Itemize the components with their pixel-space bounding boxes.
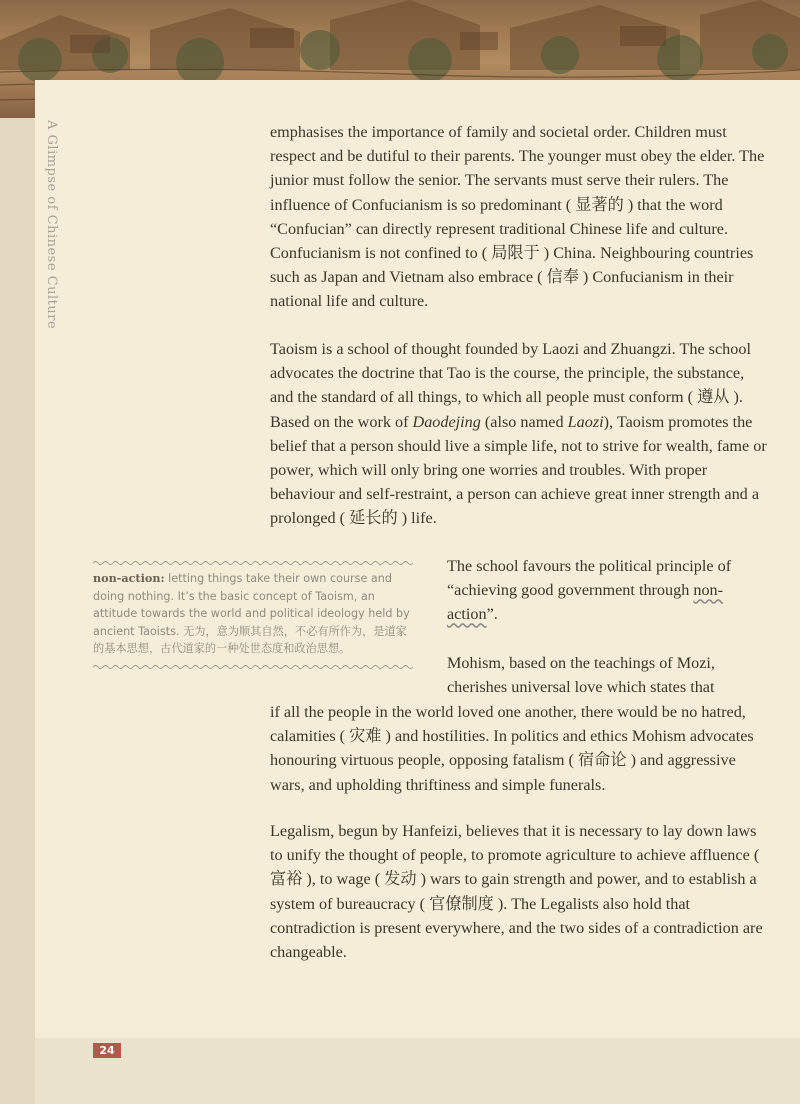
note-bottom-rule xyxy=(93,664,413,670)
paragraph-mohism-start: Mohism, based on the teachings of Mozi, cherishes universal love which states that xyxy=(447,654,715,697)
paragraph-legalism: Legalism, begun by Hanfeizi, believes that it is necessary to lay down laws to unify the thought of people, to promote agriculture to achieve affluence ( 富裕 ), to wage ( 发动 ) wars to gain strength and power, and to establish a system of bureaucracy ( 官僚制度 ). The Legalists also hold that contradiction is present everywhere, and the two sides of a contradiction are changeable. xyxy=(270,822,763,962)
daodejing-title: Daodejing xyxy=(412,412,481,431)
page-number-badge: 24 xyxy=(93,1043,121,1058)
note-term: non-action: xyxy=(93,571,165,585)
taoism-text-2: (also named xyxy=(480,412,568,431)
note-top-rule xyxy=(93,560,413,566)
note-definition: letting things take their own course and doing nothing. It’s the basic concept of Taoism, an attitude towards the world and political ideology held by ancient Taoists. 无为，意为顺其自然，不必有所作为，是道家的基本思想，古代道家的一种处世态度和政治思想。 xyxy=(93,572,410,656)
paragraph-mohism-continued: if all the people in the world loved one another, there would be no hatred, calamities ( 灾难 ) and hostilities. In politics and ethics Mohism advocates honouring virtuous people, opposing fatalism ( 宿命论 ) and aggressive wars, and upholding thriftiness and simple funerals. xyxy=(270,703,754,794)
non-action-term: non-action xyxy=(447,581,724,624)
page-bottom-margin xyxy=(35,1038,800,1104)
note-text xyxy=(93,570,413,658)
paragraph-confucianism: emphasises the importance of family and societal order. Children must respect and be dutiful to their parents. The younger must obey the elder. The junior must follow the senior. The servants must serve their rulers. The influence of Confucianism is so predominant ( 显著的 ) that the word “Confucian” can directly represent traditional Chinese life and culture. Confucianism is not confined to ( 局限于 ) China. Neighbouring countries such as Japan and Vietnam also embrace ( 信奉 ) Confucianism in their national life and culture. xyxy=(270,123,765,311)
page-spine xyxy=(0,118,35,1104)
taoism-text-1: Taoism is a school of thought founded by Laozi and Zhuangzi. The school advocates the doctrine that Tao is the course, the principle, the substance, and the standard of all things, to which all people must conform ( 遵从 ). Based on the work of xyxy=(270,340,751,431)
running-title: A Glimpse of Chinese Culture xyxy=(44,120,59,330)
laozi-title: Laozi xyxy=(567,412,604,431)
taoism-text-3: ), Taoism promotes the belief that a person should live a simple life, not to strive for wealth, fame or power, which will only bring one worries and troubles. With proper behaviour and self-restraint, a person can achieve great inner strength and a prolonged ( 延长的 ) life. xyxy=(270,412,767,528)
non-action-text-1: The school favours the political principle of “achieving good government through xyxy=(447,557,732,600)
paragraph-non-action xyxy=(447,554,765,627)
paragraph-taoism xyxy=(270,337,770,531)
glossary-note xyxy=(93,560,413,672)
non-action-text-2: ”. xyxy=(486,605,498,624)
